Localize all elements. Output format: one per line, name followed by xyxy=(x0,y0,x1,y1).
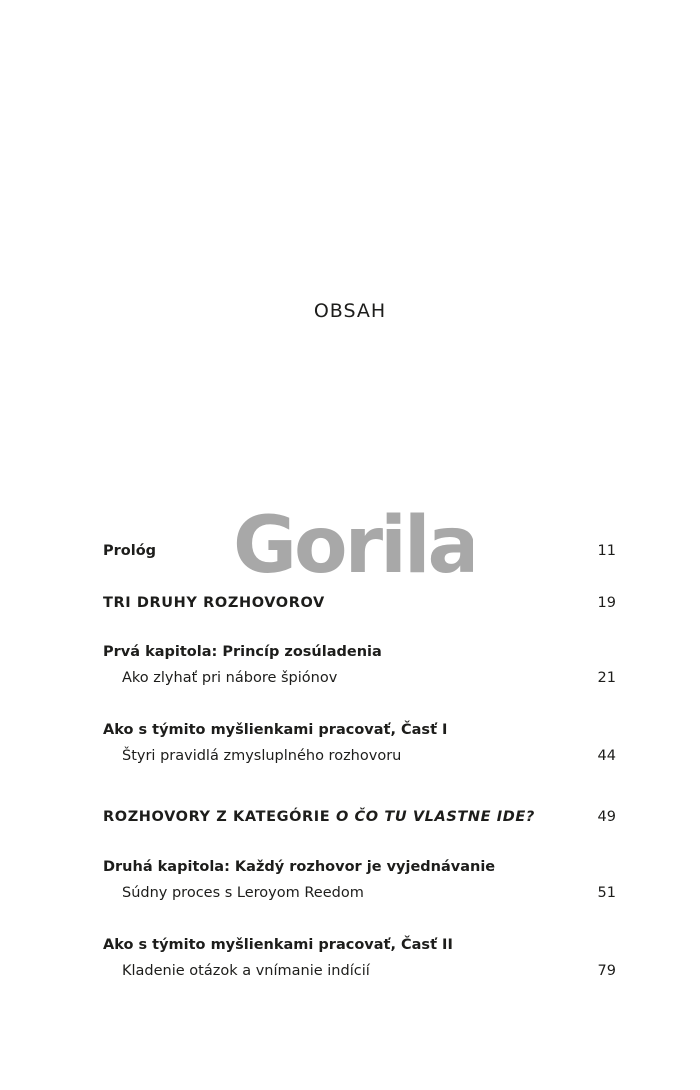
toc-entry-part-2[interactable] xyxy=(103,807,616,827)
toc-entry-label xyxy=(103,807,535,827)
toc-entry-subsection[interactable] xyxy=(103,961,616,981)
toc-entry-label: Prológ xyxy=(103,543,157,559)
toc-entry-label: Druhá kapitola: Každý rozhovor je vyjednávanie xyxy=(103,859,496,875)
toc-entry-label: TRI DRUHY ROZHOVOROV xyxy=(103,595,325,611)
toc-entry-prolog[interactable] xyxy=(103,541,616,561)
toc-entry-label: Ako s týmito myšlienkami pracovať, Časť II xyxy=(103,937,453,953)
toc-entry-label-prefix: ROZHOVORY Z KATEGÓRIE xyxy=(103,809,336,825)
toc-page-number: 44 xyxy=(597,748,616,764)
toc-entry-chapter-1[interactable] xyxy=(103,642,616,662)
toc-page-number: 19 xyxy=(597,595,616,611)
toc-entry-label: Ako s týmito myšlienkami pracovať, Časť I xyxy=(103,722,448,738)
toc-entry-subsection[interactable] xyxy=(103,746,616,766)
toc-entry-label: Štyri pravidlá zmysluplného rozhovoru xyxy=(122,748,402,764)
toc-entry-subsection[interactable] xyxy=(103,883,616,903)
svg-text:Gorila: Gorila xyxy=(233,501,473,588)
toc-page-number: 49 xyxy=(597,809,616,825)
toc-page-number: 11 xyxy=(597,543,616,559)
toc-entry-label-italic: O ČO TU VLASTNE IDE? xyxy=(335,809,535,825)
toc-entry-label: Prvá kapitola: Princíp zosúladenia xyxy=(103,644,382,660)
toc-entry-practice-2[interactable] xyxy=(103,935,616,955)
toc-entry-label: Kladenie otázok a vnímanie indícií xyxy=(122,963,370,979)
toc-entry-practice-1[interactable] xyxy=(103,720,616,740)
toc-entry-subsection[interactable] xyxy=(103,668,616,688)
toc-page-number: 79 xyxy=(597,963,616,979)
toc-page-number: 51 xyxy=(597,885,616,901)
toc-entry-part-1[interactable] xyxy=(103,593,616,613)
toc-entry-label: Súdny proces s Leroyom Reedom xyxy=(122,885,364,901)
toc-entry-chapter-2[interactable] xyxy=(103,857,616,877)
page-title: OBSAH xyxy=(313,300,387,322)
toc-page-number: 21 xyxy=(597,670,616,686)
toc-entry-label: Ako zlyhať pri nábore špiónov xyxy=(122,670,338,686)
